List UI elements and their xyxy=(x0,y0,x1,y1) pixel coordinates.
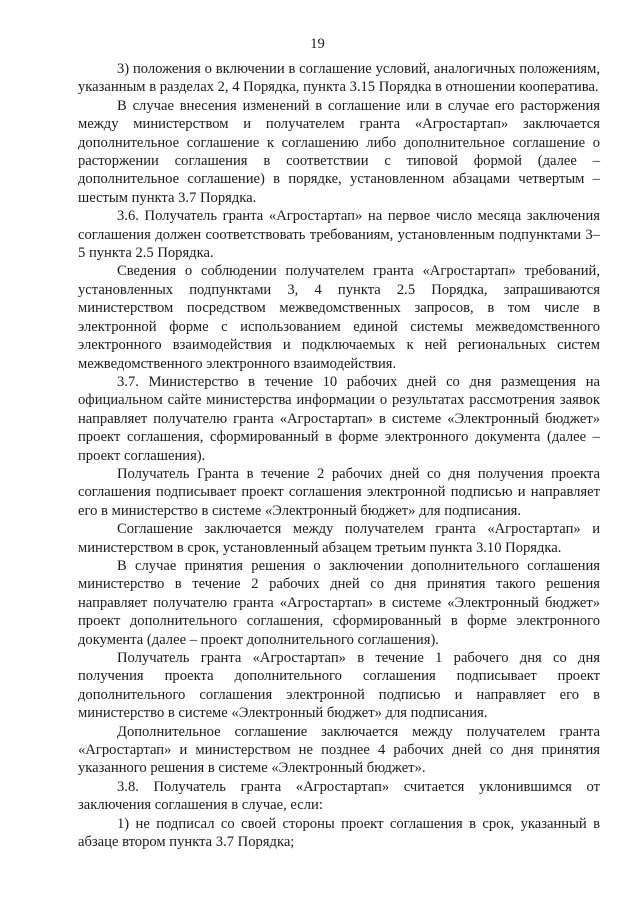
paragraph-7: Соглашение заключается между получателем гранта «Агростартап» и министерством в срок, установленный абзацем третьим пункта 3.10 Порядка. xyxy=(78,521,600,556)
paragraph-5: 3.7. Министерство в течение 10 рабочих дней со дня размещения на официальном сайте министерства информации о результатах рассмотрения заявок направляет получателю гранта «Агростартап» в системе «Электронный бюджет» проект соглашения, сформированный в форме электронного документа (далее – проект соглашения). xyxy=(78,373,600,464)
document-body xyxy=(78,60,600,851)
paragraph-1: 3) положения о включении в соглашение условий, аналогичных положениям, указанным в разделах 2, 4 Порядка, пункта 3.15 Порядка в отношении кооператива. xyxy=(78,61,600,96)
page-number: 19 xyxy=(310,36,325,52)
paragraph-10: Дополнительное соглашение заключается между получателем гранта «Агростартап» и министерством не позднее 4 рабочих дней со дня принятия указанного решения в системе «Электронный бюджет». xyxy=(78,723,600,777)
paragraph-2: В случае внесения изменений в соглашение или в случае его расторжения между министерством и получателем гранта «Агростартап» заключается дополнительное соглашение к соглашению либо дополнительное соглашение о расторжении соглашения в соответствии с типовой формой (далее – дополнительное соглашение) в порядке, установленном абзацами четвертым – шестым пункта 3.7 Порядка. xyxy=(78,97,600,206)
paragraph-3: 3.6. Получатель гранта «Агростартап» на первое число месяца заключения соглашения должен соответствовать требованиям, установленным подпунктами 3–5 пункта 2.5 Порядка. xyxy=(78,208,600,262)
paragraph-8: В случае принятия решения о заключении дополнительного соглашения министерство в течение 2 рабочих дней со дня принятия такого решения направляет получателю гранта «Агростартап» в системе «Электронный бюджет» проект дополнительного соглашения, сформированный в форме электронного документа (далее – проект дополнительного соглашения). xyxy=(78,557,600,648)
paragraph-11: 3.8. Получатель гранта «Агростартап» считается уклонившимся от заключения соглашения в случае, если: xyxy=(78,778,600,814)
paragraph-4: Сведения о соблюдении получателем гранта «Агростартап» требований, установленных подпунктами 3, 4 пункта 2.5 Порядка, запрашиваются министерством посредством межведомственных запросов, в том числе в электронной форме с использованием единой системы межведомственного электронного взаимодействия и подключаемых к ней региональных систем межведомственного электронного взаимодействия. xyxy=(78,263,600,372)
paragraph-6: Получатель Гранта в течение 2 рабочих дней со дня получения проекта соглашения подписывает проект соглашения электронной подписью и направляет его в министерство в системе «Электронный бюджет» для подписания. xyxy=(78,465,600,519)
paragraph-9: Получатель гранта «Агростартап» в течение 1 рабочего дня со дня получения проекта дополнительного соглашения подписывает проект дополнительного соглашения электронной подписью и направляет его в министерство в системе «Электронный бюджет» для подписания. xyxy=(78,650,600,722)
paragraph-12: 1) не подписал со своей стороны проект соглашения в срок, указанный в абзаце втором пункта 3.7 Порядка; xyxy=(78,815,600,851)
